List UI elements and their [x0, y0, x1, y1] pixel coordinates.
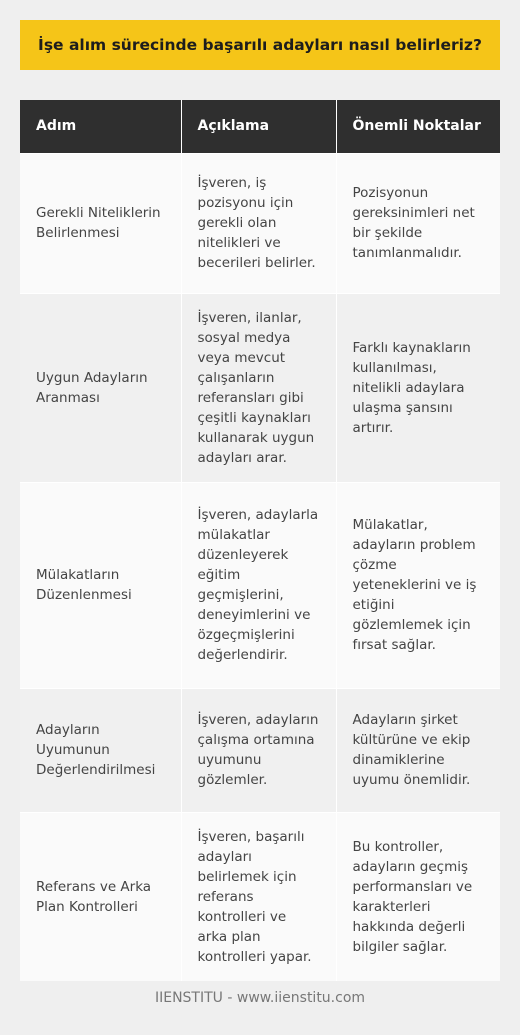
cell-description: İşveren, adaylarla mülakatlar düzenleyerek eğitim geçmişlerini, deneyimlerini ve özgeçmişlerini değerlendirir. [181, 482, 336, 688]
cell-step: Referans ve Arka Plan Kontrolleri [20, 812, 181, 981]
cell-notes: Mülakatlar, adayların problem çözme yeteneklerini ve iş etiğini gözlemlemek için fırsat sağlar. [336, 482, 500, 688]
page-title: İşe alım sürecinde başarılı adayları nasıl belirleriz? [20, 20, 500, 70]
cell-description: İşveren, ilanlar, sosyal medya veya mevcut çalışanların referansları gibi çeşitli kaynakları kullanarak uygun adayları arar. [181, 293, 336, 482]
cell-step: Uygun Adayların Aranması [20, 293, 181, 482]
column-header-notes: Önemli Noktalar [336, 100, 500, 153]
table-row [20, 482, 500, 688]
table-row [20, 293, 500, 482]
cell-step: Mülakatların Düzenlenmesi [20, 482, 181, 688]
footer-credit: IIENSTITU - www.iienstitu.com [154, 990, 366, 1006]
cell-notes: Adayların şirket kültürüne ve ekip dinamiklerine uyumu önemlidir. [336, 688, 500, 812]
table-row [20, 688, 500, 812]
cell-notes: Bu kontroller, adayların geçmiş performansları ve karakterleri hakkında değerli bilgiler sağlar. [336, 812, 500, 981]
column-header-step: Adım [20, 100, 181, 153]
cell-notes: Pozisyonun gereksinimleri net bir şekilde tanımlanmalıdır. [336, 153, 500, 293]
cell-description: İşveren, adayların çalışma ortamına uyumunu gözlemler. [181, 688, 336, 812]
cell-step: Adayların Uyumunun Değerlendirilmesi [20, 688, 181, 812]
cell-description: İşveren, iş pozisyonu için gerekli olan nitelikleri ve becerileri belirler. [181, 153, 336, 293]
table-row [20, 812, 500, 981]
table-row [20, 153, 500, 293]
steps-table [20, 100, 500, 981]
cell-description: İşveren, başarılı adayları belirlemek için referans kontrolleri ve arka plan kontrolleri yapar. [181, 812, 336, 981]
cell-step: Gerekli Niteliklerin Belirlenmesi [20, 153, 181, 293]
column-header-description: Açıklama [181, 100, 336, 153]
table-header-row [20, 100, 500, 153]
cell-notes: Farklı kaynakların kullanılması, nitelikli adaylara ulaşma şansını artırır. [336, 293, 500, 482]
